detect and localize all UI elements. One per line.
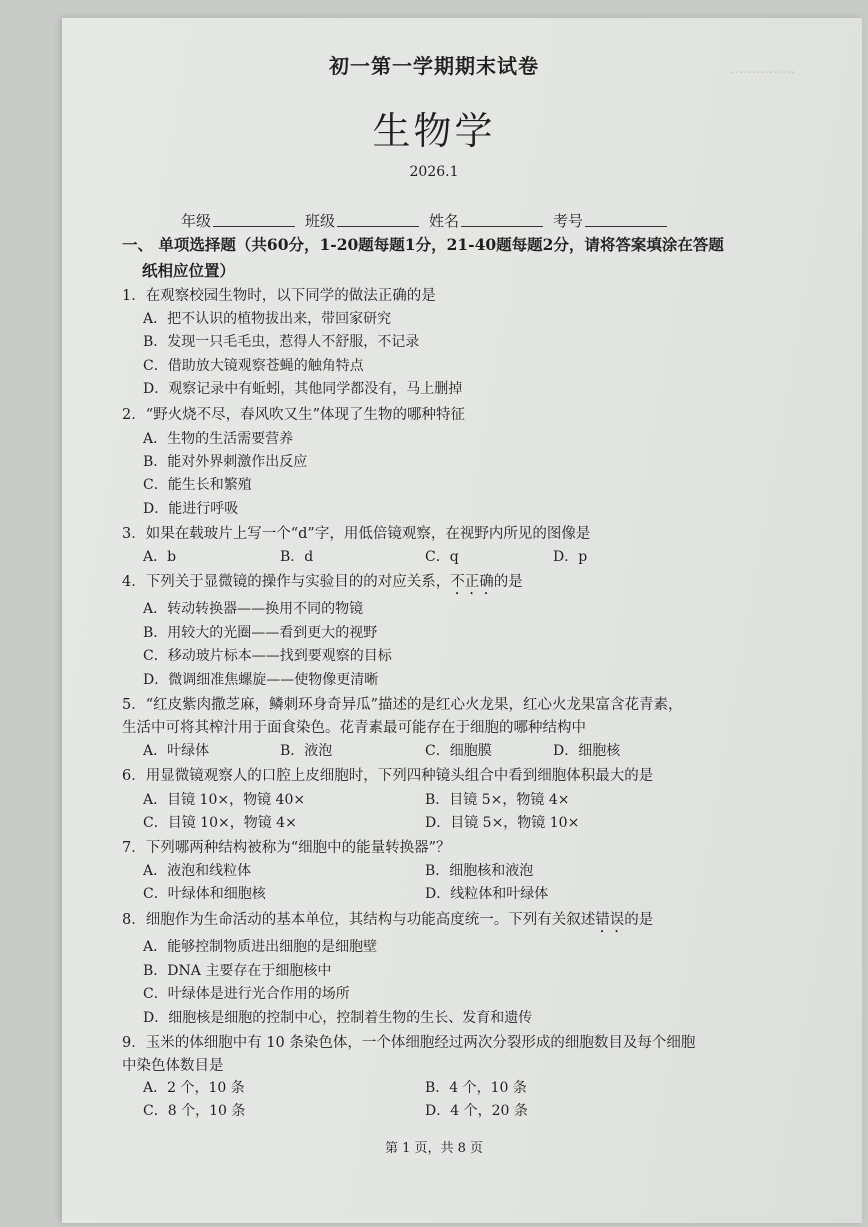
question-option: C．q <box>425 549 459 565</box>
question-option: A．转动转换器——换用不同的物镜 <box>143 601 364 617</box>
exam-no-label: 考号 <box>553 212 584 230</box>
question-option: B．目镜 5×，物镜 4× <box>425 792 570 808</box>
question-stem-line2: 中染色体数目是 <box>122 1058 224 1074</box>
question-stem: 7．下列哪两种结构被称为“细胞中的能量转换器”？ <box>122 840 451 856</box>
question-option: C．目镜 10×，物镜 4× <box>143 815 297 831</box>
question-stem-text: 8．细胞作为生命活动的基本单位，其结构与功能高度统一。下列有关叙述 <box>122 912 596 928</box>
question-option: C．叶绿体和细胞核 <box>143 886 266 902</box>
question-option: A．2 个，10 条 <box>143 1080 245 1096</box>
class-field[interactable] <box>337 210 419 227</box>
question-option: C．移动玻片标本——找到要观察的目标 <box>143 648 392 664</box>
grade-label: 年级 <box>181 212 212 230</box>
question-option: A．b <box>143 549 177 565</box>
class-label: 班级 <box>305 212 336 230</box>
question-stem-text: 的是 <box>493 574 523 590</box>
question-stem: 6．用显微镜观察人的口腔上皮细胞时，下列四种镜头组合中看到细胞体积最大的是 <box>122 768 654 784</box>
emphasis-text: 错误 <box>595 912 625 928</box>
question-option: B．能对外界刺激作出反应 <box>143 454 308 470</box>
question-option: B．d <box>280 549 314 565</box>
name-label: 姓名 <box>429 212 460 230</box>
question-option: C．细胞膜 <box>425 743 492 759</box>
question-stem: 5．“红皮紫肉撒芝麻，鳞刺环身奇异瓜”描述的是红心火龙果，红心火龙果富含花青素， <box>122 697 683 713</box>
exam-date: 2026.1 <box>409 164 459 180</box>
question-option: D．线粒体和叶绿体 <box>425 886 549 902</box>
question-stem-text: 的是 <box>624 912 654 928</box>
question-option: A．把不认识的植物拔出来，带回家研究 <box>143 311 392 327</box>
question-stem-line2: 生活中可将其榨汁用于面食染色。花青素最可能存在于细胞的哪种结构中 <box>122 720 586 736</box>
question-option: D．4 个，20 条 <box>425 1103 528 1119</box>
section-heading <box>122 232 742 284</box>
section-number: 一、 <box>122 235 154 254</box>
question-option: D．能进行呼吸 <box>143 501 239 517</box>
question-stem <box>122 908 653 936</box>
page-footer: 第 1 页，共 8 页 <box>384 1141 484 1156</box>
question-stem-text: 4．下列关于显微镜的操作与实验目的的对应关系， <box>122 574 451 590</box>
question-stem <box>122 570 523 598</box>
question-option: B．用较大的光圈——看到更大的视野 <box>143 625 378 641</box>
question-stem: 1．在观察校园生物时，以下同学的做法正确的是 <box>122 288 436 304</box>
question-stem: 3．如果在载玻片上写一个“d”字，用低倍镜观察，在视野内所见的图像是 <box>122 526 591 542</box>
question-option: B．发现一只毛毛虫，惹得人不舒服，不记录 <box>143 334 420 350</box>
section-title-line1: 单项选择题（共60分，1-20题每题1分，21-40题每题2分，请将答案填涂在答题 <box>158 235 724 254</box>
question-option: C．叶绿体是进行光合作用的场所 <box>143 986 350 1002</box>
question-option: D．细胞核 <box>553 743 621 759</box>
bleed-through-text: …………… <box>730 62 795 77</box>
question-option: D．p <box>553 549 588 565</box>
question-option: D．微调细准焦螺旋——使物像更清晰 <box>143 672 379 688</box>
question-option: B．4 个，10 条 <box>425 1080 527 1096</box>
question-option: B．细胞核和液泡 <box>425 863 534 879</box>
grade-field[interactable] <box>213 210 295 227</box>
subject-title: 生物学 <box>372 109 496 153</box>
exam-no-field[interactable] <box>585 210 667 227</box>
question-option: A．叶绿体 <box>143 743 210 759</box>
question-stem: 9．玉米的体细胞中有 10 条染色体，一个体细胞经过两次分裂形成的细胞数目及每个细胞 <box>122 1035 696 1051</box>
section-title-line2: 纸相应位置） <box>142 261 236 280</box>
question-option: A．生物的生活需要营养 <box>143 431 294 447</box>
question-option: A．目镜 10×，物镜 40× <box>143 792 306 808</box>
question-option: C．8 个，10 条 <box>143 1103 246 1119</box>
question-option: A．能够控制物质进出细胞的是细胞壁 <box>143 939 378 955</box>
question-option: D．细胞核是细胞的控制中心，控制着生物的生长、发育和遗传 <box>143 1010 533 1026</box>
question-option: D．目镜 5×，物镜 10× <box>425 815 580 831</box>
exam-super-title: 初一第一学期期末试卷 <box>329 54 539 78</box>
question-option: B．DNA 主要存在于细胞核中 <box>143 963 332 979</box>
question-option: A．液泡和线粒体 <box>143 863 252 879</box>
question-option: B．液泡 <box>280 743 333 759</box>
emphasis-text: 不正确 <box>450 574 494 590</box>
question-option: D．观察记录中有蚯蚓，其他同学都没有，马上删掉 <box>143 381 463 397</box>
student-info-row <box>181 210 677 231</box>
name-field[interactable] <box>461 210 543 227</box>
question-option: C．借助放大镜观察苍蝇的触角特点 <box>143 358 364 374</box>
question-option: C．能生长和繁殖 <box>143 477 252 493</box>
question-stem: 2．“野火烧不尽，春风吹又生”体现了生物的哪种特征 <box>122 407 466 423</box>
